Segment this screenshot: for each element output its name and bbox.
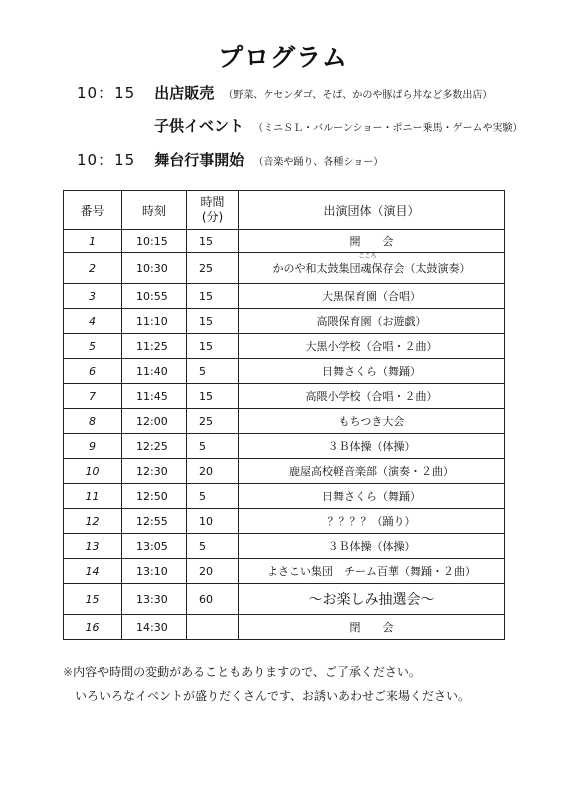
line-time: 10：15 — [77, 84, 136, 102]
row-time: 14:30 — [122, 615, 187, 640]
row-num: 9 — [64, 434, 122, 459]
ruby-reading: こころ — [358, 253, 377, 260]
ruby-word — [358, 253, 377, 276]
row-num: 11 — [64, 484, 122, 509]
table-row — [64, 584, 505, 615]
row-duration: 20 — [187, 559, 239, 584]
row-duration: 15 — [187, 284, 239, 309]
row-num: 14 — [64, 559, 122, 584]
note-mark: ※ — [63, 665, 74, 679]
row-performer: 日舞さくら（舞踊） — [239, 359, 505, 384]
row-num: 2 — [64, 253, 122, 284]
header-num: 番号 — [64, 191, 122, 230]
row-performer: 大黒保育園（合唱） — [239, 284, 505, 309]
row-time: 11:45 — [122, 384, 187, 409]
table-row — [64, 615, 505, 640]
row-num: 3 — [64, 284, 122, 309]
row-performer: ？？？？（踊り） — [239, 509, 505, 534]
table-row — [64, 559, 505, 584]
row-time: 11:10 — [122, 309, 187, 334]
row-time: 12:50 — [122, 484, 187, 509]
row-num: 15 — [64, 584, 122, 615]
row-num: 6 — [64, 359, 122, 384]
ruby-base: 魂 — [360, 262, 372, 275]
row-num: 10 — [64, 459, 122, 484]
row-num: 12 — [64, 509, 122, 534]
line-time: 10：15 — [77, 151, 136, 169]
row-duration: 15 — [187, 230, 239, 253]
row-time: 10:55 — [122, 284, 187, 309]
row-performer — [239, 253, 505, 284]
table-row — [64, 509, 505, 534]
row-time: 12:55 — [122, 509, 187, 534]
row-time: 12:25 — [122, 434, 187, 459]
row-performer: 高隈保育園（お遊戯） — [239, 309, 505, 334]
footer-note-2: いろいろなイベントが盛りだくさんです、お誘いあわせご来場ください。 — [75, 689, 471, 703]
row-time: 13:05 — [122, 534, 187, 559]
row-duration — [187, 615, 239, 640]
row-num: 8 — [64, 409, 122, 434]
row-duration: 15 — [187, 384, 239, 409]
row-performer: もちつき大会 — [239, 409, 505, 434]
row-performer: 大黒小学校（合唱・２曲） — [239, 334, 505, 359]
row-duration: 20 — [187, 459, 239, 484]
row-duration: 60 — [187, 584, 239, 615]
row-duration: 25 — [187, 409, 239, 434]
row-performer: ～お楽しみ抽選会～ — [239, 584, 505, 615]
program-line-stage — [77, 149, 383, 170]
table-row — [64, 253, 505, 284]
table-row — [64, 384, 505, 409]
line-heading: 子供イベント — [154, 117, 245, 135]
table-row — [64, 434, 505, 459]
row-duration: 5 — [187, 359, 239, 384]
performer-post: 保存会（太鼓演奏） — [371, 262, 471, 275]
row-time: 12:00 — [122, 409, 187, 434]
row-num: 1 — [64, 230, 122, 253]
row-performer: 鹿屋高校軽音楽部（演奏・２曲） — [239, 459, 505, 484]
row-num: 16 — [64, 615, 122, 640]
line-note: （野菜、ケセンダゴ、そば、かのや豚ばら丼など多数出店） — [223, 90, 493, 101]
row-duration: 10 — [187, 509, 239, 534]
row-time: 12:30 — [122, 459, 187, 484]
row-duration: 25 — [187, 253, 239, 284]
program-table — [63, 190, 505, 640]
footer-note-1 — [63, 663, 421, 680]
line-heading: 出店販売 — [154, 84, 215, 102]
header-time: 時刻 — [122, 191, 187, 230]
row-performer: 閉 会 — [239, 615, 505, 640]
row-duration: 5 — [187, 434, 239, 459]
program-line-sales — [77, 82, 492, 103]
row-time: 10:15 — [122, 230, 187, 253]
row-performer: 高隈小学校（合唱・２曲） — [239, 384, 505, 409]
row-num: 4 — [64, 309, 122, 334]
row-duration: 5 — [187, 534, 239, 559]
row-time: 10:30 — [122, 253, 187, 284]
table-header-row — [64, 191, 505, 230]
row-duration: 15 — [187, 334, 239, 359]
row-performer: ３Ｂ体操（体操） — [239, 434, 505, 459]
row-performer: よさこい集団 チーム百華（舞踊・２曲） — [239, 559, 505, 584]
table-row — [64, 309, 505, 334]
row-performer: 開 会 — [239, 230, 505, 253]
row-time: 13:30 — [122, 584, 187, 615]
table-row — [64, 484, 505, 509]
line-note: （音楽や踊り、各種ショー） — [253, 157, 384, 168]
table-row — [64, 459, 505, 484]
table-row — [64, 409, 505, 434]
row-num: 5 — [64, 334, 122, 359]
performer-pre: かのや和太鼓集団 — [272, 262, 361, 275]
table-row — [64, 334, 505, 359]
row-duration: 5 — [187, 484, 239, 509]
row-performer: 日舞さくら（舞踊） — [239, 484, 505, 509]
row-time: 11:25 — [122, 334, 187, 359]
row-num: 7 — [64, 384, 122, 409]
page-title: プログラム — [218, 43, 348, 72]
row-time: 13:10 — [122, 559, 187, 584]
header-performer: 出演団体（演目） — [239, 191, 505, 230]
line-note: （ミニＳＬ・バルーンショー・ポニー乗馬・ゲームや実験） — [253, 123, 523, 134]
footer-text-1: 内容や時間の変動があることもありますので、ご了承ください。 — [73, 665, 421, 679]
program-line-kids — [154, 115, 522, 136]
line-heading: 舞台行事開始 — [154, 151, 245, 169]
header-duration: 時間 (分) — [187, 191, 239, 230]
row-performer: ３Ｂ体操（体操） — [239, 534, 505, 559]
table-row — [64, 534, 505, 559]
table-row — [64, 284, 505, 309]
row-num: 13 — [64, 534, 122, 559]
table-row — [64, 230, 505, 253]
row-time: 11:40 — [122, 359, 187, 384]
row-duration: 15 — [187, 309, 239, 334]
table-row — [64, 359, 505, 384]
